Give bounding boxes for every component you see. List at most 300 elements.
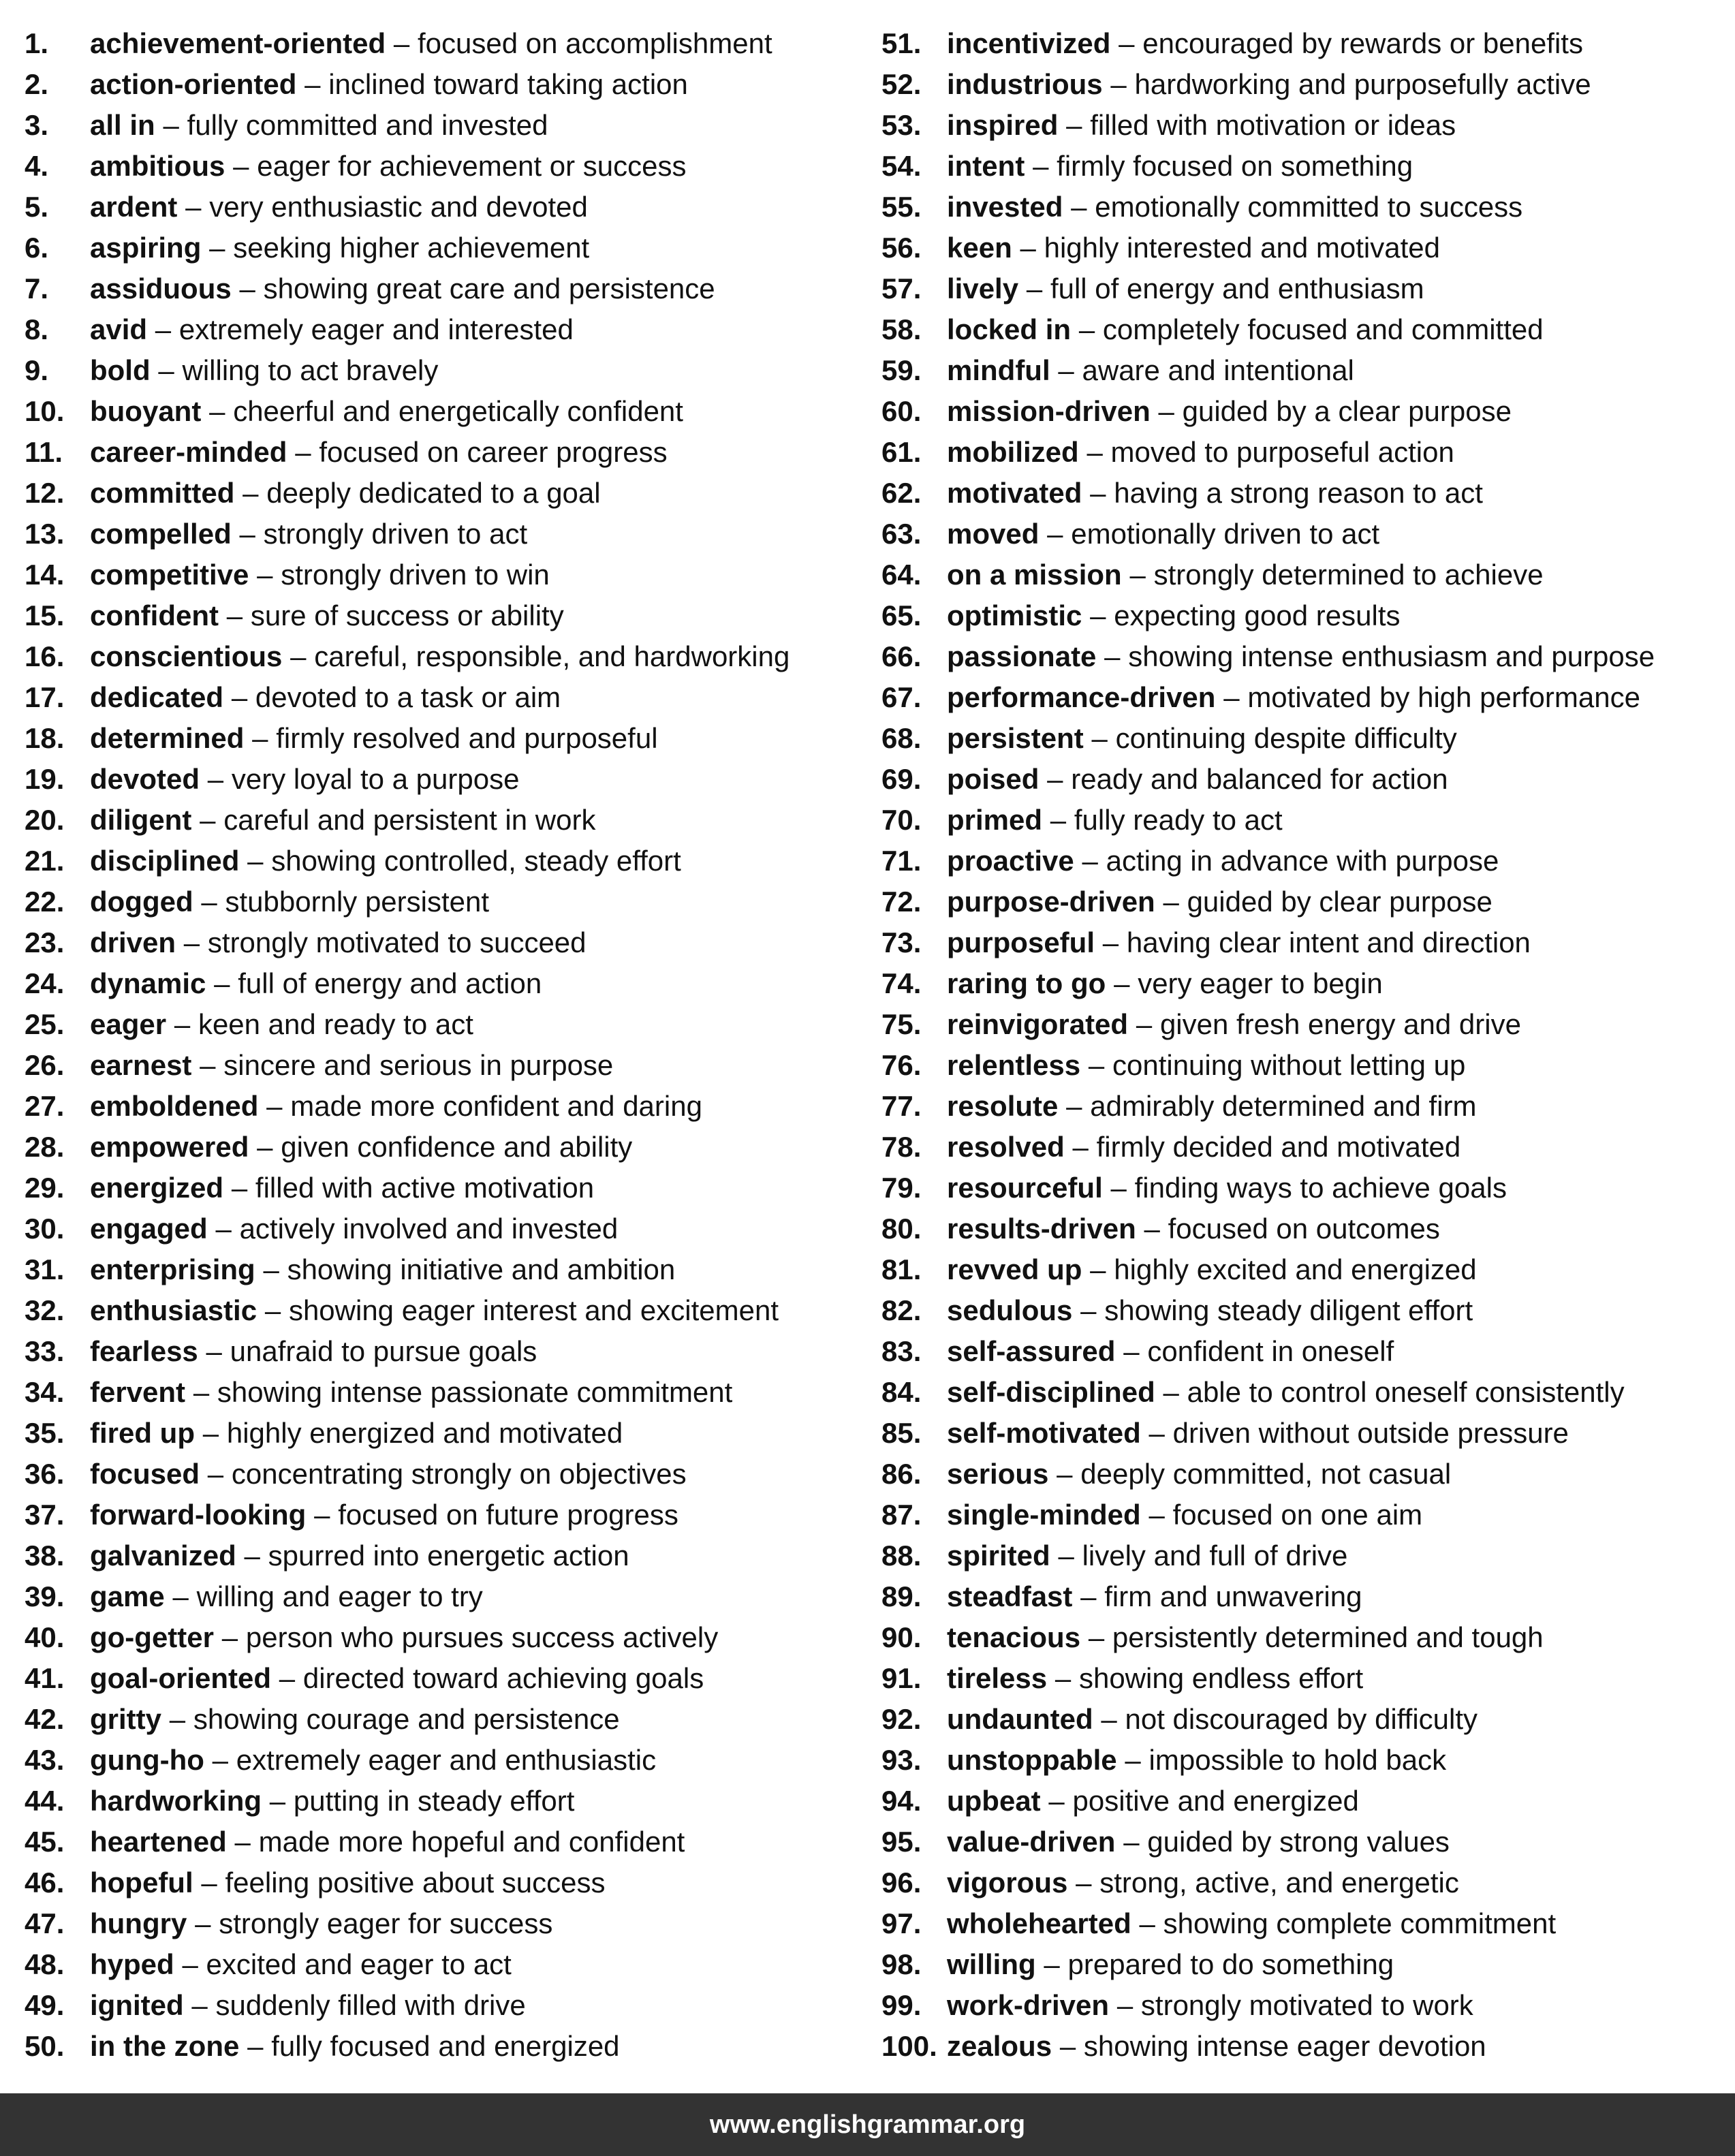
item-separator: – bbox=[1125, 1744, 1141, 1776]
list-item bbox=[881, 1045, 1726, 1086]
list-item bbox=[881, 1985, 1726, 2026]
item-number: 28. bbox=[25, 1131, 65, 1163]
list-item bbox=[881, 759, 1726, 800]
item-definition: stubbornly persistent bbox=[225, 886, 490, 918]
item-term: engaged bbox=[90, 1213, 208, 1245]
list-item bbox=[881, 1862, 1726, 1903]
item-definition: firmly decided and motivated bbox=[1096, 1131, 1461, 1163]
item-number: 34. bbox=[25, 1376, 65, 1408]
item-separator: – bbox=[201, 886, 217, 918]
list-item bbox=[25, 432, 856, 473]
item-number: 78. bbox=[881, 1131, 922, 1163]
item-number: 35. bbox=[25, 1417, 65, 1449]
item-separator: – bbox=[1148, 1417, 1165, 1449]
list-item bbox=[881, 309, 1726, 350]
footer-website-link[interactable]: www.englishgrammar.org bbox=[709, 2110, 1026, 2139]
item-number: 37. bbox=[25, 1499, 65, 1531]
list-item bbox=[881, 800, 1726, 841]
item-number: 64. bbox=[881, 559, 922, 591]
item-term: dogged bbox=[90, 886, 193, 918]
item-term: persistent bbox=[947, 722, 1084, 754]
item-term: lively bbox=[947, 272, 1019, 304]
item-number: 26. bbox=[25, 1049, 65, 1081]
item-separator: – bbox=[1114, 967, 1130, 999]
list-item bbox=[25, 473, 856, 514]
list-item bbox=[881, 1331, 1726, 1372]
item-term: enthusiastic bbox=[90, 1294, 257, 1326]
list-item bbox=[25, 1903, 856, 1944]
item-term: enterprising bbox=[90, 1253, 255, 1285]
list-item bbox=[881, 1576, 1726, 1617]
list-item bbox=[25, 1372, 856, 1413]
item-number: 66. bbox=[881, 640, 922, 672]
item-definition: driven without outside pressure bbox=[1172, 1417, 1569, 1449]
item-definition: having clear intent and direction bbox=[1126, 926, 1531, 958]
item-definition: positive and energized bbox=[1072, 1785, 1359, 1817]
list-item bbox=[25, 759, 856, 800]
list-item bbox=[881, 64, 1726, 105]
item-number: 50. bbox=[25, 2030, 65, 2062]
item-term: hyped bbox=[90, 1948, 174, 1980]
item-term: wholehearted bbox=[947, 1907, 1131, 1939]
item-term: sedulous bbox=[947, 1294, 1073, 1326]
item-term: self-disciplined bbox=[947, 1376, 1155, 1408]
item-separator: – bbox=[1088, 1621, 1105, 1653]
item-definition: careful and persistent in work bbox=[223, 804, 596, 836]
item-term: purpose-driven bbox=[947, 886, 1155, 918]
list-item bbox=[881, 1495, 1726, 1535]
item-number: 68. bbox=[881, 722, 922, 754]
item-term: inspired bbox=[947, 109, 1059, 141]
item-definition: very enthusiastic and devoted bbox=[209, 191, 588, 223]
item-definition: made more confident and daring bbox=[290, 1090, 702, 1122]
item-definition: focused on future progress bbox=[338, 1499, 678, 1531]
list-item bbox=[881, 1699, 1726, 1740]
item-separator: – bbox=[264, 1294, 281, 1326]
list-item bbox=[881, 473, 1726, 514]
item-term: locked in bbox=[947, 313, 1072, 345]
item-term: relentless bbox=[947, 1049, 1081, 1081]
list-item bbox=[881, 350, 1726, 391]
item-term: forward-looking bbox=[90, 1499, 307, 1531]
list-item bbox=[25, 841, 856, 881]
item-separator: – bbox=[212, 1744, 229, 1776]
item-separator: – bbox=[172, 1580, 189, 1612]
list-item bbox=[25, 1045, 856, 1086]
item-number: 58. bbox=[881, 313, 922, 345]
item-separator: – bbox=[200, 804, 216, 836]
item-term: conscientious bbox=[90, 640, 283, 672]
item-number: 90. bbox=[881, 1621, 922, 1653]
item-definition: having a strong reason to act bbox=[1114, 477, 1483, 509]
item-term: assiduous bbox=[90, 272, 232, 304]
item-separator: – bbox=[200, 1049, 216, 1081]
item-separator: – bbox=[1071, 191, 1087, 223]
item-term: poised bbox=[947, 763, 1040, 795]
list-item bbox=[881, 1903, 1726, 1944]
item-separator: – bbox=[1144, 1213, 1160, 1245]
item-number: 41. bbox=[25, 1662, 65, 1694]
list-item bbox=[881, 1781, 1726, 1822]
item-separator: – bbox=[195, 1907, 211, 1939]
item-separator: – bbox=[1223, 681, 1240, 713]
item-term: competitive bbox=[90, 559, 249, 591]
item-separator: – bbox=[1123, 1335, 1140, 1367]
item-number: 63. bbox=[881, 518, 922, 550]
list-item bbox=[881, 391, 1726, 432]
item-term: ardent bbox=[90, 191, 178, 223]
item-term: purposeful bbox=[947, 926, 1095, 958]
item-separator: – bbox=[1163, 1376, 1179, 1408]
list-item bbox=[881, 268, 1726, 309]
item-definition: emotionally driven to act bbox=[1071, 518, 1380, 550]
item-definition: inclined toward taking action bbox=[328, 68, 688, 100]
item-separator: – bbox=[1110, 1172, 1127, 1204]
item-number: 20. bbox=[25, 804, 65, 836]
item-definition: highly excited and energized bbox=[1114, 1253, 1477, 1285]
item-definition: prepared to do something bbox=[1067, 1948, 1394, 1980]
item-separator: – bbox=[1129, 559, 1146, 591]
item-separator: – bbox=[221, 1621, 238, 1653]
item-separator: – bbox=[1163, 886, 1179, 918]
item-definition: ready and balanced for action bbox=[1071, 763, 1448, 795]
item-term: fired up bbox=[90, 1417, 195, 1449]
item-term: determined bbox=[90, 722, 245, 754]
item-term: eager bbox=[90, 1008, 167, 1040]
item-definition: strongly driven to act bbox=[263, 518, 528, 550]
item-separator: – bbox=[1066, 1090, 1082, 1122]
item-separator: – bbox=[1139, 1907, 1155, 1939]
item-separator: – bbox=[215, 1213, 232, 1245]
item-definition: showing great care and persistence bbox=[263, 272, 715, 304]
item-term: mission-driven bbox=[947, 395, 1151, 427]
item-definition: strongly driven to win bbox=[281, 559, 550, 591]
list-item bbox=[25, 146, 856, 187]
item-definition: seeking higher achievement bbox=[233, 232, 590, 264]
item-definition: showing complete commitment bbox=[1163, 1907, 1557, 1939]
item-number: 76. bbox=[881, 1049, 922, 1081]
item-term: zealous bbox=[947, 2030, 1052, 2062]
item-definition: moved to purposeful action bbox=[1110, 436, 1454, 468]
item-number: 14. bbox=[25, 559, 65, 591]
item-separator: – bbox=[169, 1703, 186, 1735]
item-separator: – bbox=[233, 150, 249, 182]
list-item bbox=[25, 1004, 856, 1045]
item-number: 74. bbox=[881, 967, 922, 999]
item-term: compelled bbox=[90, 518, 232, 550]
item-definition: filled with motivation or ideas bbox=[1090, 109, 1456, 141]
list-item bbox=[881, 187, 1726, 228]
item-separator: – bbox=[226, 599, 243, 631]
list-item bbox=[25, 718, 856, 759]
item-term: industrious bbox=[947, 68, 1103, 100]
item-definition: showing intense passionate commitment bbox=[217, 1376, 733, 1408]
item-separator: – bbox=[1078, 313, 1095, 345]
item-number: 88. bbox=[881, 1540, 922, 1572]
item-number: 89. bbox=[881, 1580, 922, 1612]
item-separator: – bbox=[304, 68, 321, 100]
item-definition: focused on one aim bbox=[1172, 1499, 1423, 1531]
item-term: optimistic bbox=[947, 599, 1082, 631]
footer-banner bbox=[0, 2093, 1735, 2156]
item-separator: – bbox=[252, 722, 268, 754]
word-list-column-right bbox=[881, 23, 1726, 2067]
item-number: 13. bbox=[25, 518, 65, 550]
item-definition: highly energized and motivated bbox=[226, 1417, 623, 1449]
item-definition: devoted to a task or aim bbox=[255, 681, 561, 713]
item-separator: – bbox=[158, 354, 174, 386]
list-item bbox=[881, 1004, 1726, 1045]
list-item bbox=[25, 228, 856, 268]
item-separator: – bbox=[1033, 150, 1049, 182]
item-definition: person who pursues success actively bbox=[245, 1621, 719, 1653]
item-definition: careful, responsible, and hardworking bbox=[314, 640, 790, 672]
item-term: action-oriented bbox=[90, 68, 297, 100]
item-definition: emotionally committed to success bbox=[1095, 191, 1523, 223]
item-number: 92. bbox=[881, 1703, 922, 1735]
item-number: 36. bbox=[25, 1458, 65, 1490]
item-number: 75. bbox=[881, 1008, 922, 1040]
item-term: self-motivated bbox=[947, 1417, 1141, 1449]
item-term: diligent bbox=[90, 804, 192, 836]
item-term: tenacious bbox=[947, 1621, 1081, 1653]
list-item bbox=[881, 636, 1726, 677]
item-number: 60. bbox=[881, 395, 922, 427]
item-term: results-driven bbox=[947, 1213, 1136, 1245]
list-item bbox=[881, 146, 1726, 187]
item-definition: showing endless effort bbox=[1078, 1662, 1364, 1694]
item-term: game bbox=[90, 1580, 165, 1612]
item-separator: – bbox=[1050, 804, 1067, 836]
list-item bbox=[25, 1985, 856, 2026]
item-term: career-minded bbox=[90, 436, 287, 468]
list-item bbox=[25, 105, 856, 146]
item-number: 11. bbox=[25, 436, 63, 468]
item-term: upbeat bbox=[947, 1785, 1041, 1817]
item-number: 71. bbox=[881, 845, 922, 877]
item-term: buoyant bbox=[90, 395, 202, 427]
list-item bbox=[25, 1454, 856, 1495]
list-item bbox=[25, 268, 856, 309]
item-term: mobilized bbox=[947, 436, 1079, 468]
list-item bbox=[881, 432, 1726, 473]
item-number: 62. bbox=[881, 477, 922, 509]
item-separator: – bbox=[1110, 68, 1127, 100]
item-separator: – bbox=[155, 313, 172, 345]
item-term: spirited bbox=[947, 1540, 1050, 1572]
item-term: heartened bbox=[90, 1826, 227, 1858]
list-item bbox=[25, 1576, 856, 1617]
list-item bbox=[25, 1331, 856, 1372]
item-term: incentivized bbox=[947, 27, 1111, 59]
item-term: in the zone bbox=[90, 2030, 240, 2062]
item-separator: – bbox=[1082, 845, 1098, 877]
item-definition: firmly resolved and purposeful bbox=[276, 722, 658, 754]
item-term: focused bbox=[90, 1458, 200, 1490]
list-item bbox=[25, 1127, 856, 1168]
list-item bbox=[25, 64, 856, 105]
list-item bbox=[25, 2026, 856, 2067]
item-term: keen bbox=[947, 232, 1012, 264]
item-separator: – bbox=[183, 926, 200, 958]
item-definition: strongly motivated to work bbox=[1140, 1989, 1473, 2021]
item-number: 95. bbox=[881, 1826, 922, 1858]
item-term: hopeful bbox=[90, 1866, 193, 1899]
list-item bbox=[881, 677, 1726, 718]
item-separator: – bbox=[231, 1172, 248, 1204]
item-number: 45. bbox=[25, 1826, 65, 1858]
list-item bbox=[881, 922, 1726, 963]
list-item bbox=[25, 554, 856, 595]
list-item bbox=[881, 595, 1726, 636]
item-definition: motivated by high performance bbox=[1247, 681, 1640, 713]
item-term: devoted bbox=[90, 763, 200, 795]
item-number: 33. bbox=[25, 1335, 65, 1367]
list-item bbox=[25, 1249, 856, 1290]
item-number: 85. bbox=[881, 1417, 922, 1449]
item-term: gung-ho bbox=[90, 1744, 204, 1776]
item-separator: – bbox=[239, 272, 255, 304]
item-separator: – bbox=[1148, 1499, 1165, 1531]
item-separator: – bbox=[234, 1826, 251, 1858]
item-term: committed bbox=[90, 477, 235, 509]
item-separator: – bbox=[174, 1008, 191, 1040]
item-definition: full of energy and action bbox=[238, 967, 542, 999]
item-term: single-minded bbox=[947, 1499, 1141, 1531]
item-separator: – bbox=[214, 967, 230, 999]
item-number: 12. bbox=[25, 477, 65, 509]
item-definition: continuing despite difficulty bbox=[1115, 722, 1457, 754]
item-definition: completely focused and committed bbox=[1102, 313, 1544, 345]
list-item bbox=[25, 1617, 856, 1658]
item-number: 56. bbox=[881, 232, 922, 264]
item-separator: – bbox=[1123, 1826, 1140, 1858]
list-item bbox=[881, 1249, 1726, 1290]
item-number: 72. bbox=[881, 886, 922, 918]
item-separator: – bbox=[247, 2030, 264, 2062]
item-definition: not discouraged by difficulty bbox=[1125, 1703, 1478, 1735]
item-definition: lively and full of drive bbox=[1082, 1540, 1348, 1572]
item-number: 42. bbox=[25, 1703, 65, 1735]
list-item bbox=[881, 1290, 1726, 1331]
list-item bbox=[881, 1127, 1726, 1168]
item-number: 47. bbox=[25, 1907, 65, 1939]
item-separator: – bbox=[1020, 232, 1036, 264]
item-term: proactive bbox=[947, 845, 1074, 877]
item-term: primed bbox=[947, 804, 1043, 836]
item-number: 96. bbox=[881, 1866, 922, 1899]
item-term: empowered bbox=[90, 1131, 249, 1163]
item-term: vigorous bbox=[947, 1866, 1068, 1899]
item-number: 18. bbox=[25, 722, 65, 754]
item-definition: strongly eager for success bbox=[219, 1907, 553, 1939]
word-list-column-left bbox=[25, 23, 856, 2067]
item-separator: – bbox=[1044, 1948, 1060, 1980]
item-term: work-driven bbox=[947, 1989, 1110, 2021]
list-item bbox=[25, 1822, 856, 1862]
list-item bbox=[25, 1495, 856, 1535]
item-definition: fully focused and energized bbox=[271, 2030, 620, 2062]
item-term: achievement-oriented bbox=[90, 27, 386, 59]
item-number: 98. bbox=[881, 1948, 922, 1980]
item-number: 55. bbox=[881, 191, 922, 223]
item-definition: showing eager interest and excitement bbox=[288, 1294, 779, 1326]
item-term: driven bbox=[90, 926, 176, 958]
item-number: 32. bbox=[25, 1294, 65, 1326]
item-definition: guided by clear purpose bbox=[1187, 886, 1492, 918]
item-definition: focused on career progress bbox=[319, 436, 668, 468]
item-definition: showing intense eager devotion bbox=[1083, 2030, 1486, 2062]
item-definition: showing courage and persistence bbox=[193, 1703, 620, 1735]
item-separator: – bbox=[209, 232, 225, 264]
item-separator: – bbox=[1058, 354, 1074, 386]
item-definition: firm and unwavering bbox=[1104, 1580, 1362, 1612]
item-number: 15. bbox=[25, 599, 65, 631]
list-item bbox=[25, 1208, 856, 1249]
item-separator: – bbox=[1048, 1785, 1065, 1817]
item-separator: – bbox=[1104, 640, 1121, 672]
item-number: 91. bbox=[881, 1662, 922, 1694]
item-term: gritty bbox=[90, 1703, 161, 1735]
item-number: 44. bbox=[25, 1785, 65, 1817]
item-number: 4. bbox=[25, 150, 49, 182]
item-definition: sure of success or ability bbox=[250, 599, 564, 631]
item-term: bold bbox=[90, 354, 151, 386]
item-term: fervent bbox=[90, 1376, 186, 1408]
item-term: unstoppable bbox=[947, 1744, 1117, 1776]
item-number: 23. bbox=[25, 926, 65, 958]
item-number: 84. bbox=[881, 1376, 922, 1408]
list-item bbox=[25, 1535, 856, 1576]
item-definition: showing steady diligent effort bbox=[1104, 1294, 1473, 1326]
item-definition: admirably determined and firm bbox=[1090, 1090, 1477, 1122]
item-definition: made more hopeful and confident bbox=[258, 1826, 685, 1858]
item-term: dynamic bbox=[90, 967, 206, 999]
item-separator: – bbox=[1047, 763, 1063, 795]
item-definition: strong, active, and energetic bbox=[1099, 1866, 1459, 1899]
item-term: dedicated bbox=[90, 681, 224, 713]
item-definition: impossible to hold back bbox=[1148, 1744, 1447, 1776]
item-term: intent bbox=[947, 150, 1025, 182]
item-definition: confident in oneself bbox=[1147, 1335, 1394, 1367]
item-number: 61. bbox=[881, 436, 922, 468]
list-item bbox=[25, 1658, 856, 1699]
item-number: 69. bbox=[881, 763, 922, 795]
item-number: 27. bbox=[25, 1090, 65, 1122]
list-item bbox=[25, 23, 856, 64]
item-separator: – bbox=[257, 559, 273, 591]
item-separator: – bbox=[1090, 1253, 1106, 1285]
item-definition: hardworking and purposefully active bbox=[1134, 68, 1591, 100]
item-separator: – bbox=[1090, 477, 1106, 509]
item-number: 7. bbox=[25, 272, 49, 304]
list-item bbox=[881, 881, 1726, 922]
item-number: 24. bbox=[25, 967, 65, 999]
item-number: 53. bbox=[881, 109, 922, 141]
item-separator: – bbox=[244, 1540, 260, 1572]
item-number: 16. bbox=[25, 640, 65, 672]
item-separator: – bbox=[1054, 1662, 1072, 1694]
item-number: 2. bbox=[25, 68, 49, 100]
list-item bbox=[881, 1086, 1726, 1127]
list-item bbox=[25, 1699, 856, 1740]
item-separator: – bbox=[243, 477, 259, 509]
item-term: aspiring bbox=[90, 232, 202, 264]
list-item bbox=[881, 1372, 1726, 1413]
item-definition: cheerful and energetically confident bbox=[233, 395, 683, 427]
item-number: 3. bbox=[25, 109, 49, 141]
list-item bbox=[881, 1208, 1726, 1249]
